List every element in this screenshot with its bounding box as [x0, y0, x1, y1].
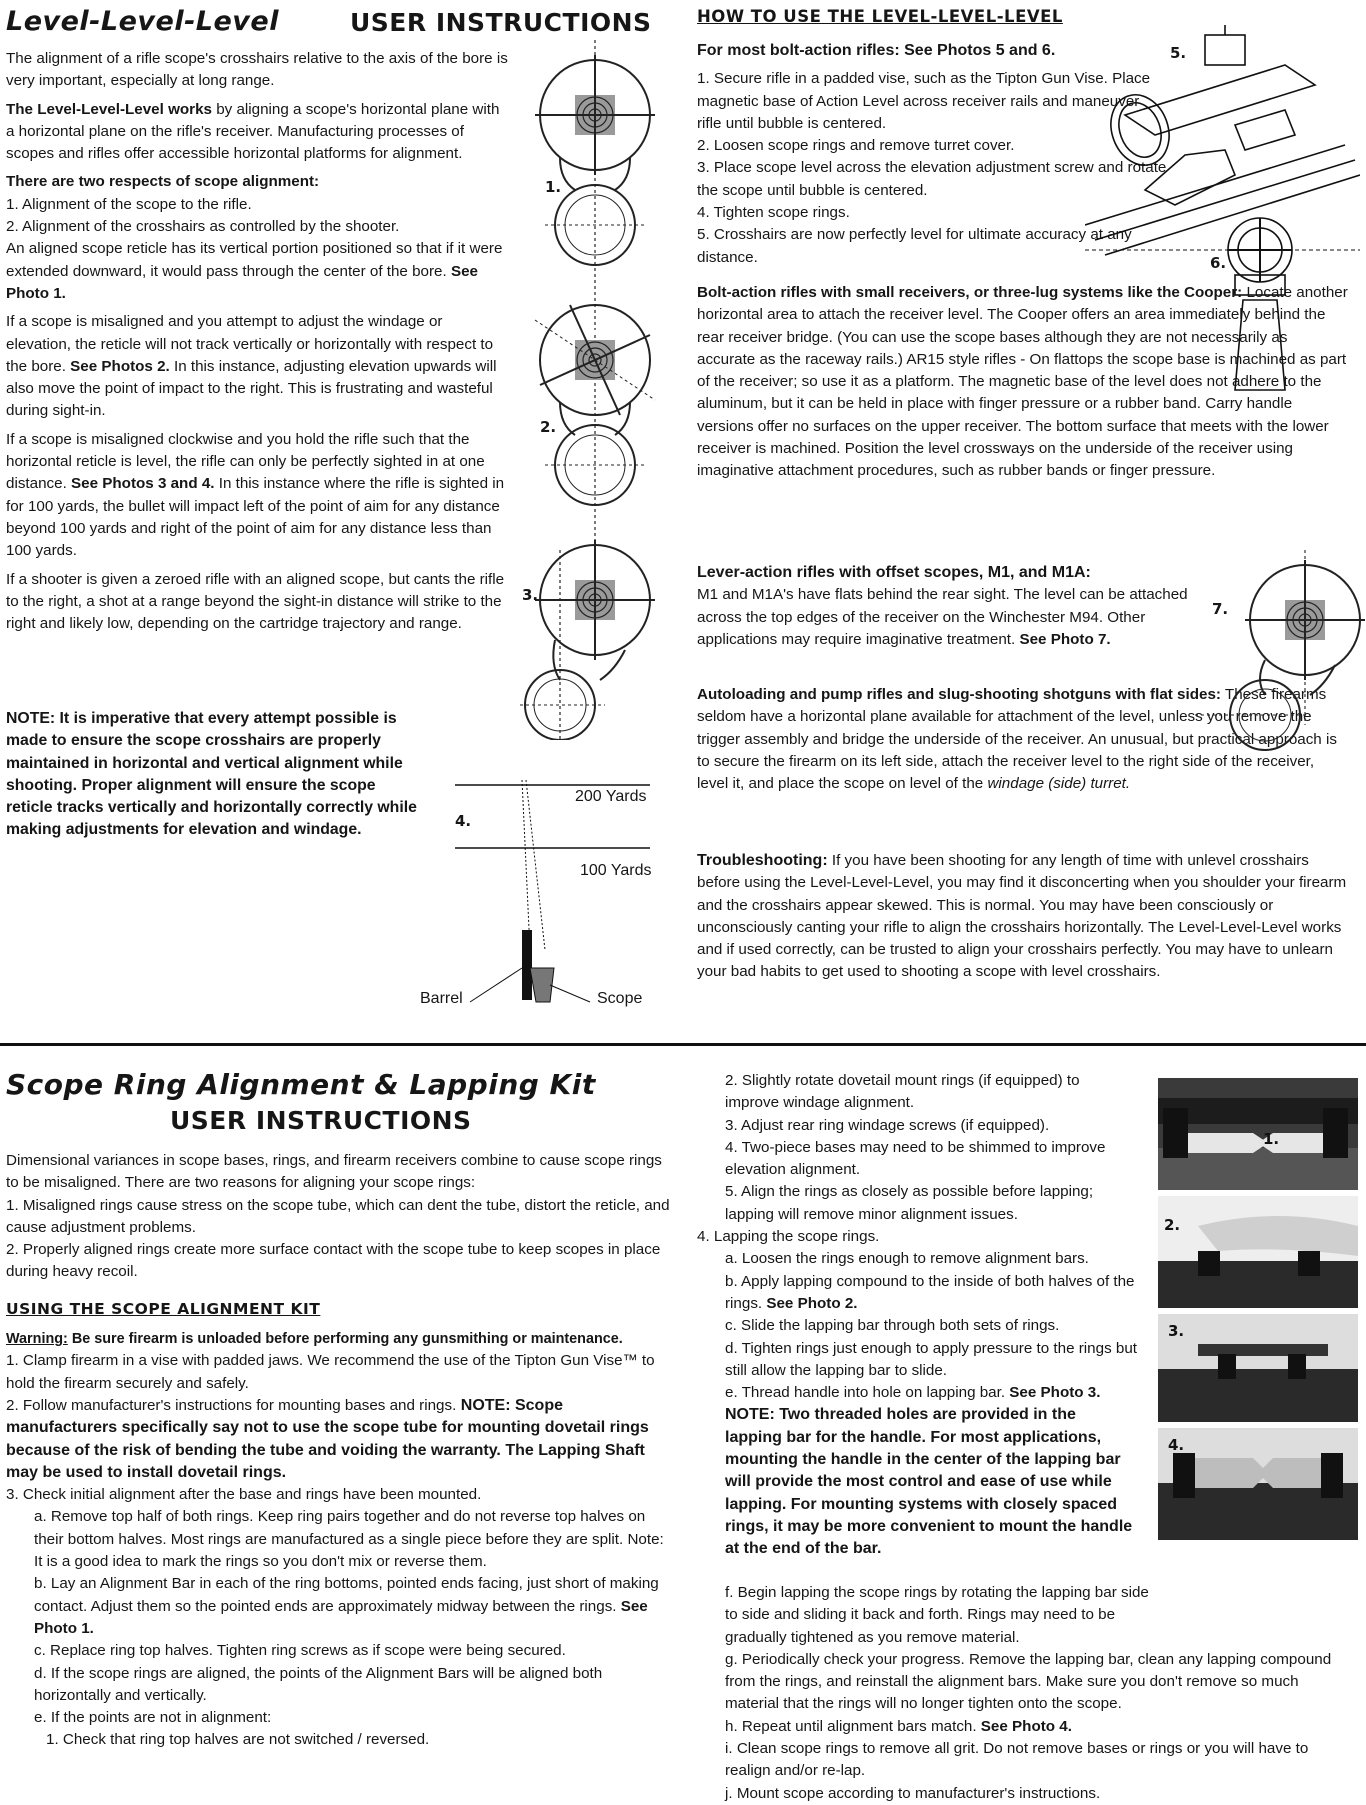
kit-step-4f: f. Begin lapping the scope rings by rotating the lapping bar side to side and sliding it back and forth. Rings may need to be gradually tightened as you remove material.: [725, 1584, 1149, 1646]
user-instructions-heading: USER INSTRUCTIONS: [350, 8, 652, 37]
bolt-step-3: 3. Place scope level across the elevation adjustment screw and rotate the scope until bubble is centered.: [697, 159, 1167, 199]
troubleshooting-paragraph: Troubleshooting: If you have been shooting for any length of time with unlevel crosshairs before using the Level-Level-Level, you may find it disconcerting when you shoulder your firearm and the crosshairs appear skewed. This is normal. You may have been consciously or unconsciously canting your rifle to align the crosshairs horizontally. The Level-Level-Level works and if used correctly, can be trusted to align your crosshairs perfectly. You may have to unlearn your bad habits to get used to shooting a scope with level crosshairs.: [697, 852, 1347, 981]
kit-right-column-lower: [697, 1582, 1349, 1805]
autoloading-paragraph: Autoloading and pump rifles and slug-shooting shotguns with flat sides: These firearms seldom have a horizontal plane available for attachment of the level, unless you remove the trigger assembly and bridge the underside of the receiver. An unusual, but practical approach is to secure the firearm on its left side, attach the receiver level to the right side of the receiver, level it, and place the scope on level of the windage (side) turret.: [697, 686, 1337, 793]
kit-step-3e-5: 5. Align the rings as closely as possible before lapping; lapping will remove minor alignment issues.: [725, 1183, 1094, 1223]
kit-step-3e: e. If the points are not in alignment:: [34, 1709, 272, 1727]
kit-step-3b: b. Lay an Alignment Bar in each of the ring bottoms, pointed ends facing, just short of making contact. Adjust them so the pointed ends are approximately midway between the rings. See Photo 1.: [34, 1575, 659, 1637]
kit-step-4e-note: NOTE: Two threaded holes are provided in the lapping bar for the handle. For most applications, mounting the handle in the center of the lapping bar will provide the most control and ease of use while lapping. For mounting systems with closely spaced rings, it may be more convenient to mount the handle at the end of the bar.: [725, 1406, 1133, 1558]
cant-paragraph: If a shooter is given a zeroed rifle with an aligned scope, but cants the rifle to the right, a shot at a range beyond the sight-in distance will strike to the right and likely low, depending on the cartridge trajectory and range.: [6, 570, 505, 633]
kit-photo-1-label: 1.: [1263, 1130, 1280, 1148]
bolt-heading: For most bolt-action rifles: See Photos 5 and 6.: [697, 42, 1056, 59]
kit-user-instructions-heading: USER INSTRUCTIONS: [170, 1106, 472, 1135]
kit-photo-2-label: 2.: [1164, 1216, 1181, 1234]
kit-step-4a: a. Loosen the rings enough to remove alignment bars.: [725, 1250, 1089, 1268]
kit-step-4i: i. Clean scope rings to remove all grit. Do not remove bases or rings or you will have to realign and/or re-lap.: [725, 1740, 1309, 1780]
kit-reason-1: 1. Misaligned rings cause stress on the scope tube, which can dent the tube, distort the reticle, and cause adjustment problems.: [6, 1196, 670, 1236]
small-receiver-paragraph: Bolt-action rifles with small receivers, or three-lug systems like the Cooper: Locate another horizontal area to attach the receiver level. The Cooper offers an area immediately behind the rear receiver bridge. (You can use the scope bases although they are not necessarily as accurate as the raceway rails.) AR15 style rifles - On flattops the scope base is machined as part of the receiver; so use it as a platform. The magnetic base of the level does not adhere to the aluminum, but it can be held in place with finger pressure or a rubber band. Carry handle versions offer no surfaces on the upper receiver. The bottom surface that meets with the lower receiver is machined. Position the level crossways on the underside of the receiver using imaginative attachment procedures, such as rubber bands or finger pressure.: [697, 284, 1348, 480]
brand-title: Level-Level-Level: [6, 6, 279, 37]
kit-photo-3-label: 3.: [1168, 1322, 1185, 1340]
troubleshooting-section: [697, 850, 1349, 990]
kit-right-column-upper: [697, 1070, 1137, 1561]
kit-step-3: 3. Check initial alignment after the base and rings have been mounted.: [6, 1486, 482, 1504]
misaligned-paragraph: If a scope is misaligned and you attempt to adjust the windage or elevation, the reticle will not track vertically or horizontally with respect to the bore. See Photos 2. In this instance, adjusting elevation upwards will also move the point of impact to the right. This is frustrating and wasteful during sight-in.: [6, 313, 497, 420]
photo-7-label: 7.: [1212, 600, 1229, 618]
photo-5-label: 5.: [1170, 44, 1187, 62]
kit-step-3e-2: 2. Slightly rotate dovetail mount rings (if equipped) to improve windage alignment.: [725, 1072, 1080, 1112]
kit-step-4c: c. Slide the lapping bar through both sets of rings.: [725, 1317, 1060, 1335]
kit-step-3e-3: 3. Adjust rear ring windage screws (if equipped).: [725, 1116, 1050, 1134]
kit-reason-2: 2. Properly aligned rings create more surface contact with the scope tube to keep scopes in place during heavy recoil.: [6, 1241, 661, 1281]
photo-6-label: 6.: [1210, 254, 1227, 272]
kit-photo-3: [1158, 1314, 1358, 1422]
figure-3-label: 3.: [522, 586, 539, 604]
section-divider: [0, 1043, 1366, 1046]
kit-step-4h: h. Repeat until alignment bars match. See Photo 4.: [725, 1717, 1072, 1735]
kit-step-3a: a. Remove top half of both rings. Keep ring pairs together and do not reverse top halves on their bottom halves. Most rings are manufactured as a single piece before they are split. Note: It is a good idea to mark the rings so you don't mix or reverse them.: [34, 1508, 664, 1571]
kit-step-3c: c. Replace ring top halves. Tighten ring screws as if scope were being secured.: [34, 1642, 566, 1660]
kit-step-3e-1: 1. Check that ring top halves are not switched / reversed.: [46, 1731, 430, 1749]
photo-7-reticle: [1195, 550, 1365, 780]
bolt-step-5: 5. Crosshairs are now perfectly level for ultimate accuracy at any distance.: [697, 226, 1132, 266]
kit-photo-1: [1158, 1078, 1358, 1190]
yards-200-label: 200 Yards: [575, 788, 647, 805]
lever-section: [697, 562, 1197, 657]
lever-paragraph: M1 and M1A's have flats behind the rear sight. The level can be attached across the top edges of the receiver on the Winchester M94. Other applications may require imaginative treatment. See Photo 7.: [697, 586, 1188, 648]
kit-brand-title: Scope Ring Alignment & Lapping Kit: [6, 1068, 596, 1101]
barrel-label: Barrel: [420, 990, 463, 1007]
figure-2-label: 2.: [540, 418, 557, 436]
kit-step-2: 2. Follow manufacturer's instructions for mounting bases and rings. NOTE: Scope manufacturers specifically say not to use the scope tube for mounting dovetail rings because of the risk of bending the tube and voiding the warranty. The Lapping Shaft may be used to install dovetail rings.: [6, 1396, 649, 1481]
intro-column: [6, 48, 511, 641]
bolt-step-2: 2. Loosen scope rings and remove turret cover.: [697, 137, 1015, 155]
kit-step-3e-4: 4. Two-piece bases may need to be shimmed to improve elevation alignment.: [725, 1138, 1106, 1179]
scope-label: Scope: [597, 990, 643, 1007]
kit-intro: Dimensional variances in scope bases, rings, and firearm receivers combine to cause scope rings to be misaligned. There are two reasons for aligning your scope rings:: [6, 1152, 662, 1192]
kit-step-3d: d. If the scope rings are aligned, the points of the Alignment Bars will be aligned both horizontally and vertically.: [34, 1664, 603, 1704]
kit-photo-4-label: 4.: [1168, 1436, 1185, 1454]
kit-step-4e: e. Thread handle into hole on lapping bar. See Photo 3.: [725, 1384, 1101, 1402]
kit-photo-4: [1158, 1428, 1358, 1540]
kit-photo-2: [1158, 1196, 1358, 1308]
figure-3-reticle: [520, 540, 655, 740]
figure-4-diagram: [450, 770, 660, 1010]
kit-subheading: USING THE SCOPE ALIGNMENT KIT: [6, 1299, 321, 1318]
how-to-use-heading: HOW TO USE THE LEVEL-LEVEL-LEVEL: [697, 7, 1063, 26]
bolt-step-1: 1. Secure rifle in a padded vise, such as the Tipton Gun Vise. Place magnetic base of Action Level across receiver rails and maneuver rifle until bubble is centered.: [697, 70, 1151, 132]
alignment-item-2: 2. Alignment of the crosshairs as controlled by the shooter.: [6, 218, 400, 236]
intro-paragraph: The alignment of a rifle scope's crosshairs relative to the axis of the bore is very important, especially at long range.: [6, 50, 508, 90]
figure-1-label: 1.: [545, 178, 562, 196]
bolt-step-4: 4. Tighten scope rings.: [697, 204, 850, 222]
kit-step-4b: b. Apply lapping compound to the inside of both halves of the rings. See Photo 2.: [725, 1272, 1135, 1312]
note-paragraph: NOTE: It is imperative that every attempt possible is made to ensure the scope crosshairs are properly maintained in horizontal and vertical alignment while shooting. Proper alignment will ensure the scope reticle tracks vertically and horizontally correctly while making adjustments for elevation and windage.: [6, 710, 417, 839]
kit-step-4j: j. Mount scope according to manufacturer's instructions.: [725, 1784, 1101, 1802]
kit-warning: Warning: Be sure firearm is unloaded before performing any gunsmithing or maintenance.: [6, 1331, 623, 1348]
alignment-item-1: 1. Alignment of the scope to the rifle.: [6, 195, 252, 213]
yards-100-label: 100 Yards: [580, 862, 652, 879]
kit-left-column: [6, 1150, 671, 1752]
reticle-figures: [520, 40, 670, 740]
kit-step-4d: d. Tighten rings just enough to apply pressure to the rings but still allow the lapping bar to slide.: [725, 1339, 1138, 1379]
aligned-reticle-paragraph: An aligned scope reticle has its vertical portion positioned so that if it were extended downward, it would pass through the center of the bore. See Photo 1.: [6, 240, 503, 302]
figure-4-label: 4.: [455, 812, 472, 830]
alignment-heading: There are two respects of scope alignment:: [6, 173, 320, 191]
works-paragraph: The Level-Level-Level works by aligning a scope's horizontal plane with a horizontal plane on the rifle's receiver. Manufacturing processes of scopes and rifles offer accessible horizontal platforms for alignment.: [6, 100, 500, 163]
kit-step-4: 4. Lapping the scope rings.: [697, 1228, 880, 1246]
lever-heading: Lever-action rifles with offset scopes, M1, and M1A:: [697, 564, 1091, 581]
clockwise-paragraph: If a scope is misaligned clockwise and you hold the rifle such that the horizontal reticle is level, the rifle can only be perfectly sighted in at one distance. See Photos 3 and 4. In this instance where the rifle is sighted in for 100 yards, the bullet will impact left of the point of aim for any distance beyond 100 yards and right of the point of aim for any distance less than 100 yards.: [6, 430, 505, 560]
kit-step-4g: g. Periodically check your progress. Remove the lapping bar, clean any lapping compound from the rings, and reinstall the alignment bars. Make sure you don't remove so much material that the rings will no longer tighten onto the scope.: [725, 1650, 1332, 1713]
photo-5-6-illustration: [1085, 25, 1360, 395]
kit-step-1: 1. Clamp firearm in a vise with padded jaws. We recommend the use of the Tipton Gun Vise™ to hold the firearm securely and safely.: [6, 1352, 655, 1392]
